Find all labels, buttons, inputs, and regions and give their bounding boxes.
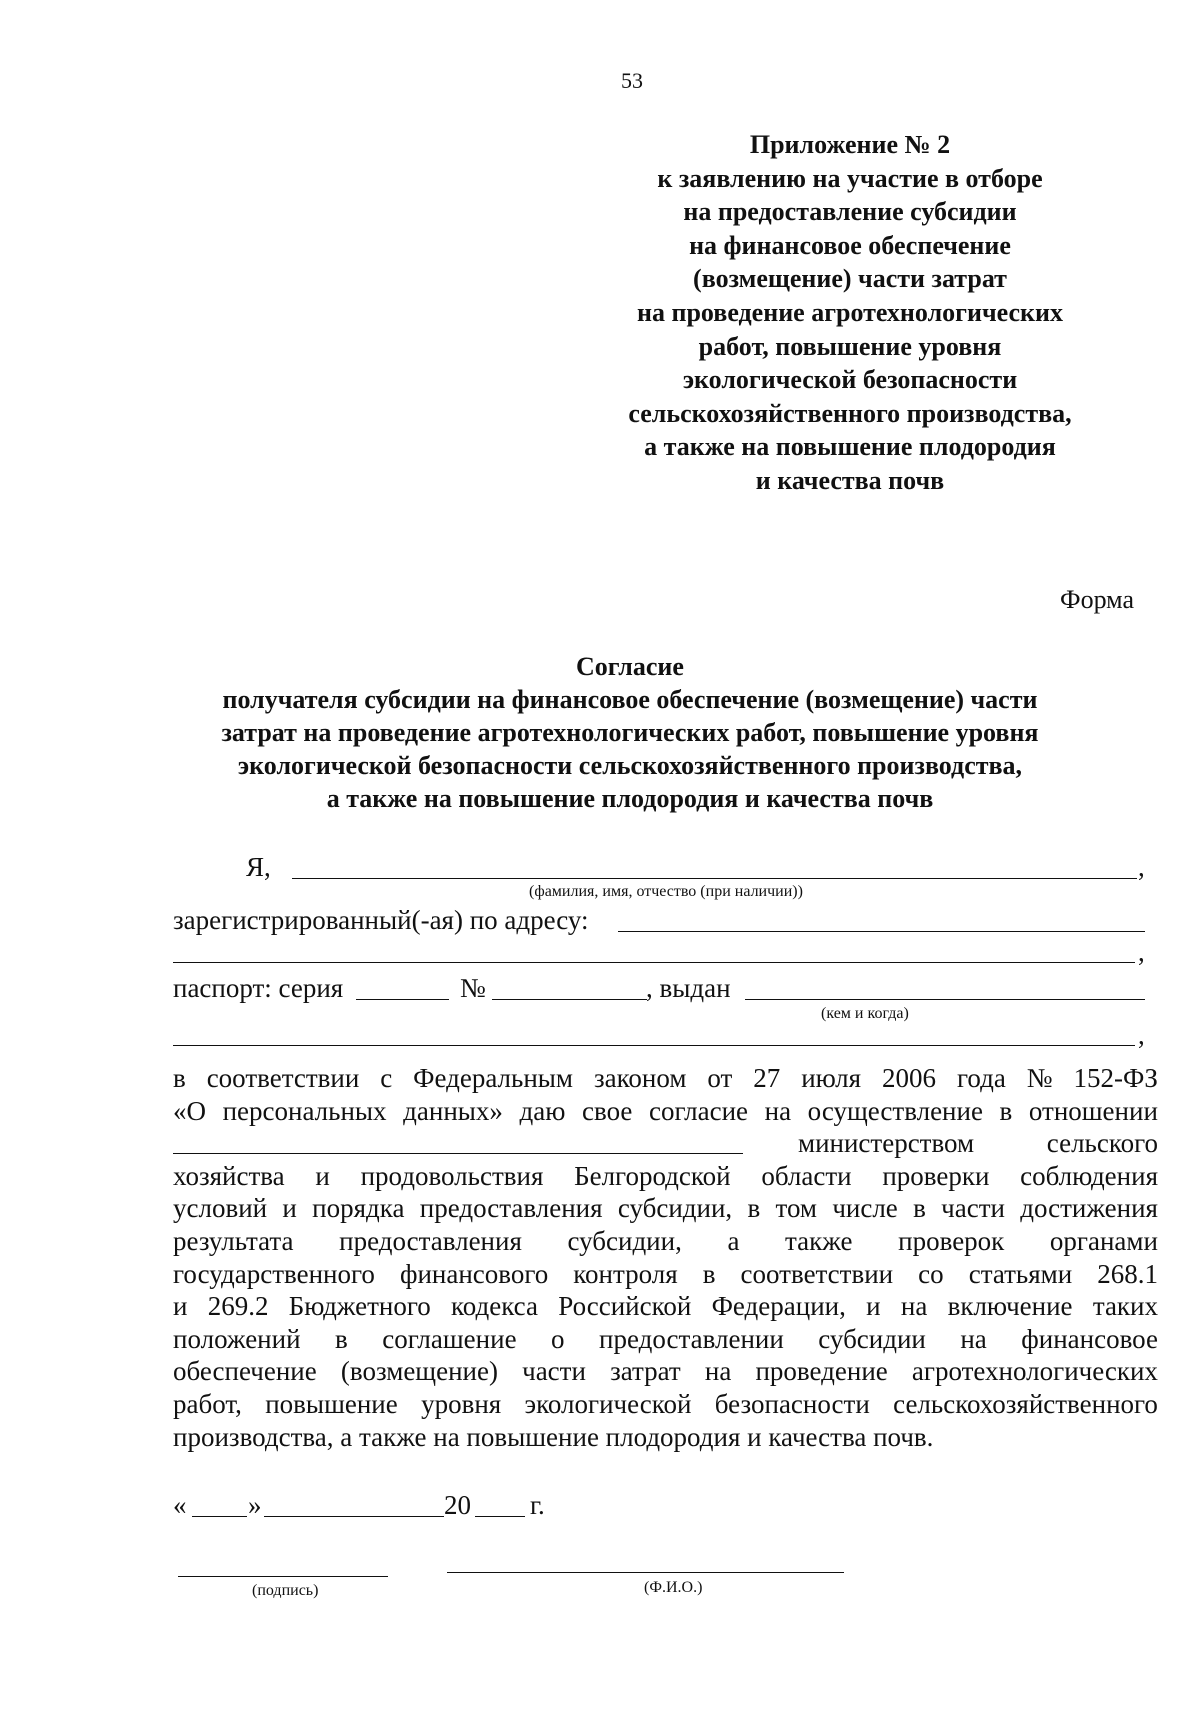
body-word: даю [519, 1095, 566, 1126]
body-word: соглашение [382, 1323, 517, 1354]
body-word: и [315, 1160, 330, 1191]
body-word: в [999, 1095, 1013, 1126]
body-word: также [785, 1225, 853, 1256]
fio-hint: (фамилия, имя, отчество (при наличии)) [529, 883, 803, 900]
issued-comma: , [1138, 1020, 1145, 1050]
body-word: сельского [1046, 1128, 1158, 1159]
body-word: на [704, 1356, 732, 1387]
body-word: июля [801, 1063, 862, 1093]
body-word: сельскохозяйственного [893, 1388, 1158, 1419]
address-comma: , [1138, 937, 1145, 967]
body-word: в [173, 1063, 186, 1093]
appendix-header-line: сельскохозяйственного производства, [628, 398, 1072, 428]
body-word: отношении [1028, 1095, 1158, 1126]
body-word: Федерации, [711, 1291, 846, 1322]
body-word: персональных [222, 1095, 387, 1126]
body-line [173, 1225, 1158, 1258]
body-word: на [764, 1095, 792, 1126]
body-word: 27 [753, 1063, 781, 1093]
body-word: том [775, 1193, 818, 1224]
body-word: в [702, 1258, 716, 1289]
appendix-header-line: (возмещение) части затрат [693, 264, 1007, 294]
body-word: Белгородской [574, 1160, 731, 1191]
body-word: статьями [968, 1258, 1073, 1289]
consent-title-line: получателя субсидии на финансовое обеспечение (возмещение) части [222, 685, 1038, 714]
body-word: контроля [573, 1258, 678, 1289]
appendix-header-line: на проведение агротехнологических [637, 297, 1063, 327]
i-label: Я, [246, 852, 271, 882]
body-line [173, 1160, 1158, 1193]
body-word: результата [173, 1225, 294, 1256]
body-word: 2006 [882, 1063, 937, 1093]
body-word: соответствии [206, 1063, 360, 1093]
appendix-header-line: экологической безопасности [682, 365, 1018, 395]
body-line [173, 1192, 1158, 1225]
body-line [173, 1062, 1158, 1095]
body-word: области [761, 1160, 852, 1191]
body-word: на [900, 1291, 928, 1322]
body-word: со [918, 1258, 944, 1289]
body-word: в [747, 1193, 761, 1224]
body-word: положений [173, 1323, 301, 1354]
subject-field-line[interactable] [173, 1153, 743, 1154]
body-word: «О [173, 1095, 206, 1126]
appendix-header-line: и качества почв [755, 465, 945, 495]
body-word: в [335, 1323, 348, 1354]
passport-number-label: № [460, 973, 486, 1003]
body-line [173, 1290, 1158, 1323]
body-word: 152-ФЗ [1073, 1063, 1158, 1093]
signature-line[interactable] [178, 1576, 388, 1577]
passport-series-label: паспорт: серия [173, 973, 344, 1003]
body-word: свое [582, 1095, 633, 1126]
body-word: данных» [403, 1095, 503, 1126]
issued-hint: (кем и когда) [821, 1005, 909, 1022]
body-word: проверки [882, 1160, 990, 1191]
address-field-line[interactable] [618, 931, 1145, 932]
date-year-suffix: г. [530, 1490, 545, 1520]
body-word: согласие [648, 1095, 749, 1126]
body-word: государственного [173, 1258, 375, 1289]
body-word: достижения [1020, 1193, 1158, 1224]
consent-title-line: экологической безопасности сельскохозяйственного производства, [237, 751, 1023, 780]
body-line [173, 1258, 1158, 1291]
consent-title-line: затрат на проведение агротехнологических работ, повышение уровня [221, 718, 1039, 747]
body-word: субсидии [818, 1323, 926, 1354]
body-word: года [956, 1063, 1006, 1093]
body-word: о [551, 1323, 565, 1354]
body-word: в [913, 1193, 926, 1224]
body-word: порядка [312, 1193, 405, 1224]
body-word: кодекса [451, 1291, 538, 1322]
body-word: и [173, 1291, 188, 1322]
body-word: хозяйства [173, 1160, 285, 1191]
body-word: включение [947, 1291, 1073, 1322]
appendix-header-line: на финансовое обеспечение [689, 230, 1011, 260]
signature-hint: (подпись) [252, 1582, 319, 1599]
body-line [173, 1388, 1158, 1421]
body-word: субсидии, [617, 1193, 733, 1224]
passport-number-line[interactable] [492, 999, 647, 1000]
body-word: финансовое [1021, 1323, 1158, 1354]
body-word: предоставлении [599, 1323, 784, 1354]
address-label: зарегистрированный(-ая) по адресу: [173, 905, 589, 935]
consent-title-line: а также на повышение плодородия и качества почв [326, 784, 934, 813]
body-word: проведение [755, 1356, 888, 1387]
body-word: органами [1049, 1225, 1158, 1256]
body-word: законом [593, 1063, 687, 1093]
body-word: обеспечение [173, 1356, 317, 1387]
appendix-header-line: работ, повышение уровня [698, 331, 1002, 361]
body-word: числе [832, 1193, 898, 1224]
body-word: предоставления [339, 1225, 522, 1256]
body-word: продовольствия [360, 1160, 544, 1191]
date-month-line[interactable] [264, 1516, 444, 1517]
appendix-header-line: а также на повышение плодородия [644, 432, 1056, 462]
body-line-fragment [798, 1127, 1158, 1160]
issued-by-line[interactable] [745, 999, 1145, 1000]
body-word: работ, [173, 1388, 242, 1419]
body-word: агротехнологических [911, 1356, 1158, 1387]
issued-by-line-2[interactable] [173, 1045, 1135, 1046]
body-line [173, 1127, 1158, 1160]
body-word: на [960, 1323, 987, 1354]
body-word: экологической [524, 1388, 692, 1419]
body-word: от [707, 1063, 733, 1093]
appendix-header-line: к заявлению на участие в отборе [657, 163, 1043, 193]
body-word: а [727, 1225, 740, 1256]
body-word: Бюджетного [288, 1291, 431, 1322]
body-word: с [380, 1063, 393, 1093]
body-word: финансового [399, 1258, 549, 1289]
date-close-quote: » [248, 1490, 262, 1520]
fio-sign-line[interactable] [447, 1572, 844, 1573]
date-year-prefix: 20 [444, 1490, 471, 1520]
body-word: № [1026, 1063, 1053, 1093]
body-line-last: производства, а также на повышение плодородия и качества почв. [173, 1421, 934, 1452]
date-day-line[interactable] [192, 1516, 247, 1517]
body-word: безопасности [714, 1388, 870, 1419]
body-word: субсидии, [567, 1225, 682, 1256]
body-word: соблюдения [1020, 1160, 1158, 1191]
body-word: проверок [898, 1225, 1005, 1256]
body-word: 269.2 [207, 1291, 269, 1322]
appendix-header [600, 128, 1100, 498]
issued-label: , выдан [646, 973, 731, 1003]
body-line [173, 1323, 1158, 1356]
body-word: и [866, 1291, 881, 1322]
fio-comma: , [1138, 852, 1145, 882]
body-word: уровня [421, 1388, 502, 1419]
body-word: Федеральным [413, 1063, 574, 1093]
body-word: и [282, 1193, 297, 1224]
body-word: Российской [558, 1291, 692, 1322]
body-word: 268.1 [1097, 1258, 1158, 1289]
body-word: министерством [798, 1128, 975, 1159]
fio-field-line[interactable] [292, 878, 1137, 879]
form-label: Форма [1060, 585, 1134, 614]
body-word: предоставления [419, 1193, 603, 1224]
appendix-header-line: на предоставление субсидии [683, 197, 1017, 227]
body-word: затрат [610, 1356, 681, 1387]
consent-title [160, 650, 1100, 815]
body-word: осуществление [807, 1095, 983, 1126]
body-word: части [522, 1356, 586, 1387]
date-open-quote: « [173, 1490, 187, 1520]
body-word: соответствии [740, 1258, 894, 1289]
body-word: части [941, 1193, 1005, 1224]
body-word: (возмещение) [340, 1356, 498, 1387]
body-word: таких [1092, 1291, 1158, 1322]
address-field-line-2[interactable] [173, 962, 1135, 963]
body-line [173, 1355, 1158, 1388]
consent-title-line: Согласие [576, 652, 684, 681]
page-number: 53 [621, 68, 643, 93]
consent-body [173, 1062, 1158, 1453]
body-word: повышение [265, 1388, 398, 1419]
body-line [173, 1095, 1158, 1128]
fio-sign-hint: (Ф.И.О.) [644, 1579, 703, 1596]
date-year-line[interactable] [475, 1516, 525, 1517]
passport-series-line[interactable] [356, 999, 449, 1000]
body-word: условий [173, 1193, 268, 1224]
appendix-header-line: Приложение № 2 [749, 130, 951, 159]
